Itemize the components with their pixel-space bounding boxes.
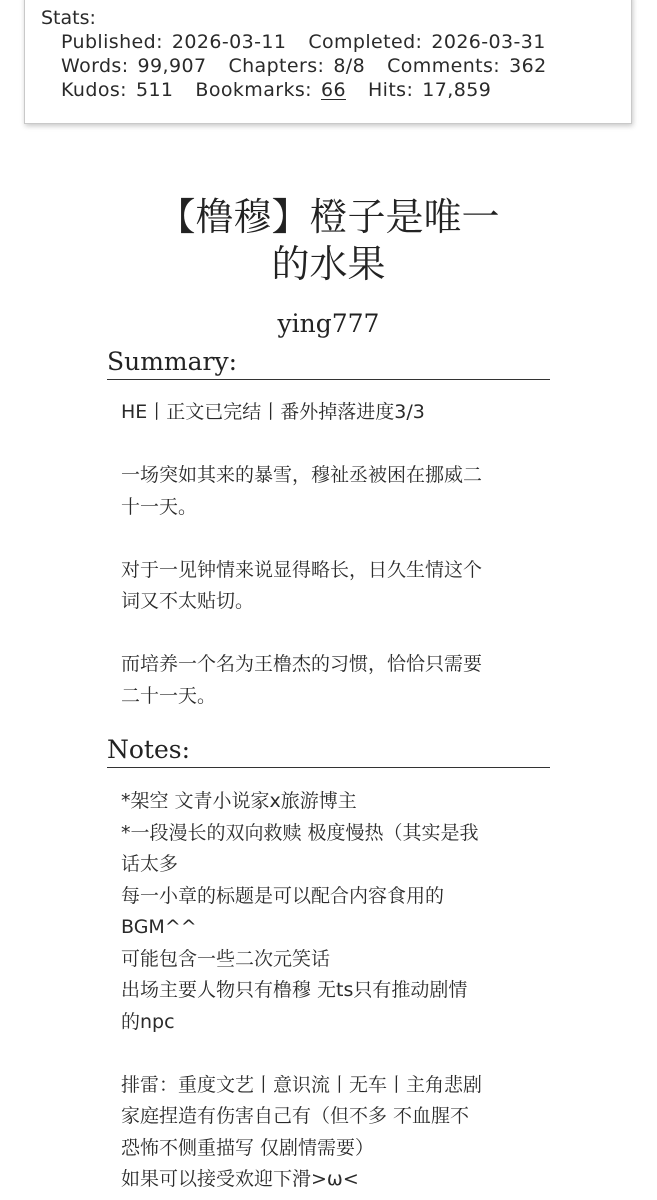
summary-body [121, 397, 541, 712]
summary-paragraph [121, 649, 541, 712]
summary-text-line: 对于一见钟情来说显得略长，日久生情这个 [121, 558, 483, 581]
notes-text-line: 的npc [121, 1010, 175, 1033]
notes-text-line: 排雷：重度文艺丨意识流丨无车丨主角悲剧 [121, 1073, 483, 1096]
stat-bookmarks: Bookmarks: 66 [195, 79, 346, 101]
notes-text-line: 如果可以接受欢迎下滑>ω< [121, 1168, 359, 1190]
notes-text-line: *一段漫长的双向救赎 极度慢热（其实是我 [121, 821, 479, 844]
stats-label: Stats: [41, 7, 96, 29]
stat-chapters: Chapters: 8/8 [228, 55, 366, 77]
work-title [100, 194, 557, 288]
stat-words: Words: 99,907 [61, 55, 207, 77]
notes-text-line: 话太多 [121, 853, 179, 875]
author-link[interactable]: ying777 [277, 309, 380, 338]
stat-completed: Completed: 2026-03-31 [308, 31, 546, 53]
work-title-line-2: 的水果 [271, 242, 386, 286]
summary-paragraph [121, 397, 541, 429]
summary-text-line: 词又不太贴切。 [121, 590, 255, 612]
notes-text-line: 出场主要人物只有橹穆 无ts只有推动剧情 [121, 979, 468, 1001]
summary-text-line: 一场突如其来的暴雪，穆祉丞被困在挪威二 [121, 464, 483, 486]
work-title-line-1: 【橹穆】橙子是唯一 [157, 195, 500, 239]
stats-row-counts [61, 54, 569, 78]
notes-paragraph [121, 1070, 541, 1196]
stats-row-engagement [61, 78, 513, 102]
notes-text-line: BGM^^ [121, 916, 197, 938]
summary-text-line: HE丨正文已完结丨番外掉落进度3/3 [121, 401, 425, 423]
stats-row-dates [61, 30, 568, 54]
notes-text-line: 恐怖不侧重描写 仅剧情需要） [121, 1136, 375, 1159]
notes-text-line: *架空 文青小说家x旅游博主 [121, 790, 357, 812]
summary-text-line: 而培养一个名为王橹杰的习惯，恰恰只需要 [121, 653, 483, 675]
notes-text-line: 每一小章的标题是可以配合内容食用的 [121, 884, 445, 907]
notes-heading: Notes: [107, 735, 550, 768]
stat-hits: Hits: 17,859 [367, 79, 492, 101]
notes-paragraph [121, 786, 541, 1038]
stat-comments: Comments: 362 [387, 55, 547, 77]
bookmarks-link[interactable]: 66 [320, 79, 346, 101]
stat-kudos: Kudos: 511 [61, 79, 174, 101]
summary-paragraph [121, 460, 541, 523]
notes-text-line: 家庭捏造有伤害自己有（但不多 不血腥不 [121, 1105, 470, 1127]
summary-heading: Summary: [107, 347, 550, 380]
summary-text-line: 十一天。 [121, 495, 198, 518]
notes-body [121, 786, 541, 1196]
summary-text-line: 二十一天。 [121, 684, 217, 707]
stat-published: Published: 2026-03-11 [61, 31, 287, 53]
stats-panel [24, 0, 632, 124]
summary-paragraph [121, 555, 541, 618]
notes-text-line: 可能包含一些二次元笑话 [121, 947, 331, 970]
